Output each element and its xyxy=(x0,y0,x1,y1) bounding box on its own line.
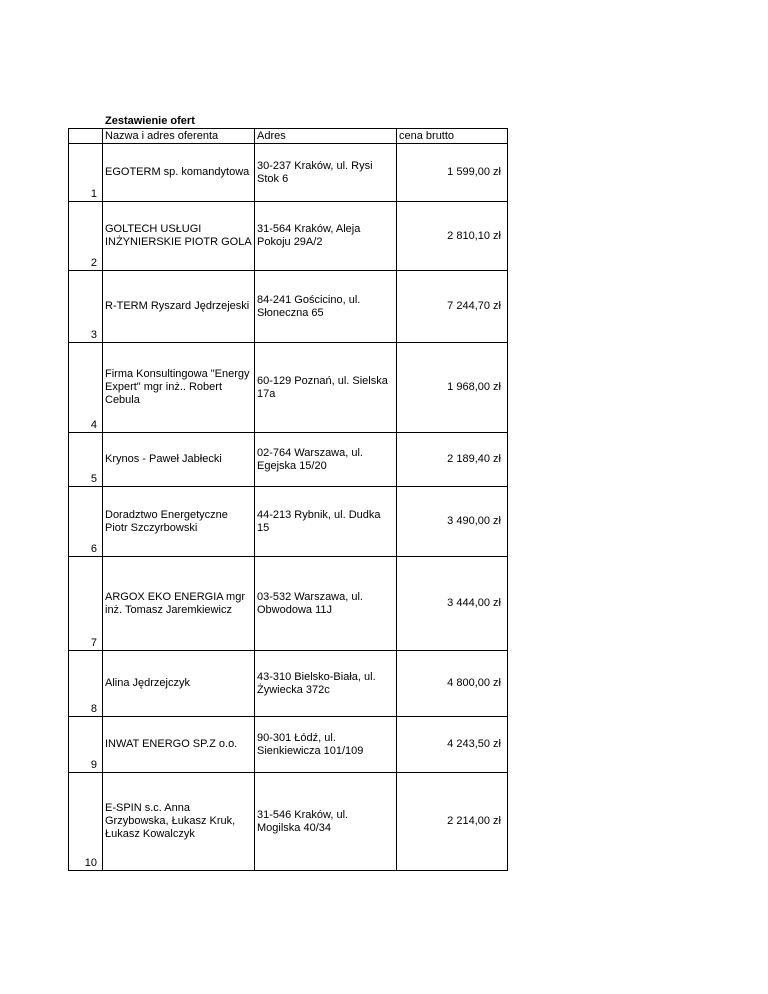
header-name: Nazwa i adres oferenta xyxy=(103,129,255,144)
row-number: 3 xyxy=(69,271,103,343)
table-row xyxy=(69,144,508,202)
gross-price: 1 599,00 zł xyxy=(397,144,508,202)
offeror-address: 90-301 Łódź, ul. Sienkiewicza 101/109 xyxy=(255,717,397,773)
gross-price: 2 214,00 zł xyxy=(397,773,508,871)
row-number: 4 xyxy=(69,343,103,433)
gross-price: 1 968,00 zł xyxy=(397,343,508,433)
table-row xyxy=(69,202,508,271)
gross-price: 7 244,70 zł xyxy=(397,271,508,343)
offeror-name: R-TERM Ryszard Jędrzejeski xyxy=(103,271,255,343)
table-row xyxy=(69,487,508,557)
row-number: 2 xyxy=(69,202,103,271)
gross-price: 4 800,00 zł xyxy=(397,651,508,717)
row-number: 9 xyxy=(69,717,103,773)
row-number: 6 xyxy=(69,487,103,557)
offeror-name: Krynos - Paweł Jabłecki xyxy=(103,433,255,487)
table-row xyxy=(69,343,508,433)
table-row xyxy=(69,717,508,773)
offeror-name: Firma Konsultingowa "Energy Expert" mgr inż.. Robert Cebula xyxy=(103,343,255,433)
table-row xyxy=(69,557,508,651)
table-row xyxy=(69,433,508,487)
offeror-name: ARGOX EKO ENERGIA mgr inż. Tomasz Jaremkiewicz xyxy=(103,557,255,651)
row-number: 1 xyxy=(69,144,103,202)
offeror-address: 43-310 Bielsko-Biała, ul. Żywiecka 372c xyxy=(255,651,397,717)
gross-price: 2 189,40 zł xyxy=(397,433,508,487)
header-price: cena brutto xyxy=(397,129,508,144)
offeror-address: 30-237 Kraków, ul. Rysi Stok 6 xyxy=(255,144,397,202)
gross-price: 4 243,50 zł xyxy=(397,717,508,773)
offers-table xyxy=(68,128,508,871)
row-number: 7 xyxy=(69,557,103,651)
offeror-name: E-SPIN s.c. Anna Grzybowska, Łukasz Kruk, Łukasz Kowalczyk xyxy=(103,773,255,871)
row-number: 5 xyxy=(69,433,103,487)
offeror-name: Alina Jędrzejczyk xyxy=(103,651,255,717)
offeror-address: 31-564 Kraków, Aleja Pokoju 29A/2 xyxy=(255,202,397,271)
gross-price: 2 810,10 zł xyxy=(397,202,508,271)
offeror-address: 60-129 Poznań, ul. Sielska 17a xyxy=(255,343,397,433)
offeror-address: 31-546 Kraków, ul. Mogilska 40/34 xyxy=(255,773,397,871)
gross-price: 3 444,00 zł xyxy=(397,557,508,651)
offeror-address: 84-241 Gościcino, ul. Słoneczna 65 xyxy=(255,271,397,343)
offeror-address: 03-532 Warszawa, ul. Obwodowa 11J xyxy=(255,557,397,651)
sheet-title: Zestawienie ofert xyxy=(105,115,195,127)
offeror-name: EGOTERM sp. komandytowa xyxy=(103,144,255,202)
row-number: 10 xyxy=(69,773,103,871)
gross-price: 3 490,00 zł xyxy=(397,487,508,557)
header-address: Adres xyxy=(255,129,397,144)
table-row xyxy=(69,651,508,717)
offeror-address: 44-213 Rybnik, ul. Dudka 15 xyxy=(255,487,397,557)
row-number: 8 xyxy=(69,651,103,717)
offeror-name: INWAT ENERGO SP.Z o.o. xyxy=(103,717,255,773)
table-row xyxy=(69,773,508,871)
table-row xyxy=(69,271,508,343)
offeror-name: Doradztwo Energetyczne Piotr Szczyrbowski xyxy=(103,487,255,557)
offeror-address: 02-764 Warszawa, ul. Egejska 15/20 xyxy=(255,433,397,487)
header-num xyxy=(69,129,103,144)
header-row xyxy=(69,129,508,144)
offeror-name: GOLTECH USŁUGI INŻYNIERSKIE PIOTR GOLA xyxy=(103,202,255,271)
